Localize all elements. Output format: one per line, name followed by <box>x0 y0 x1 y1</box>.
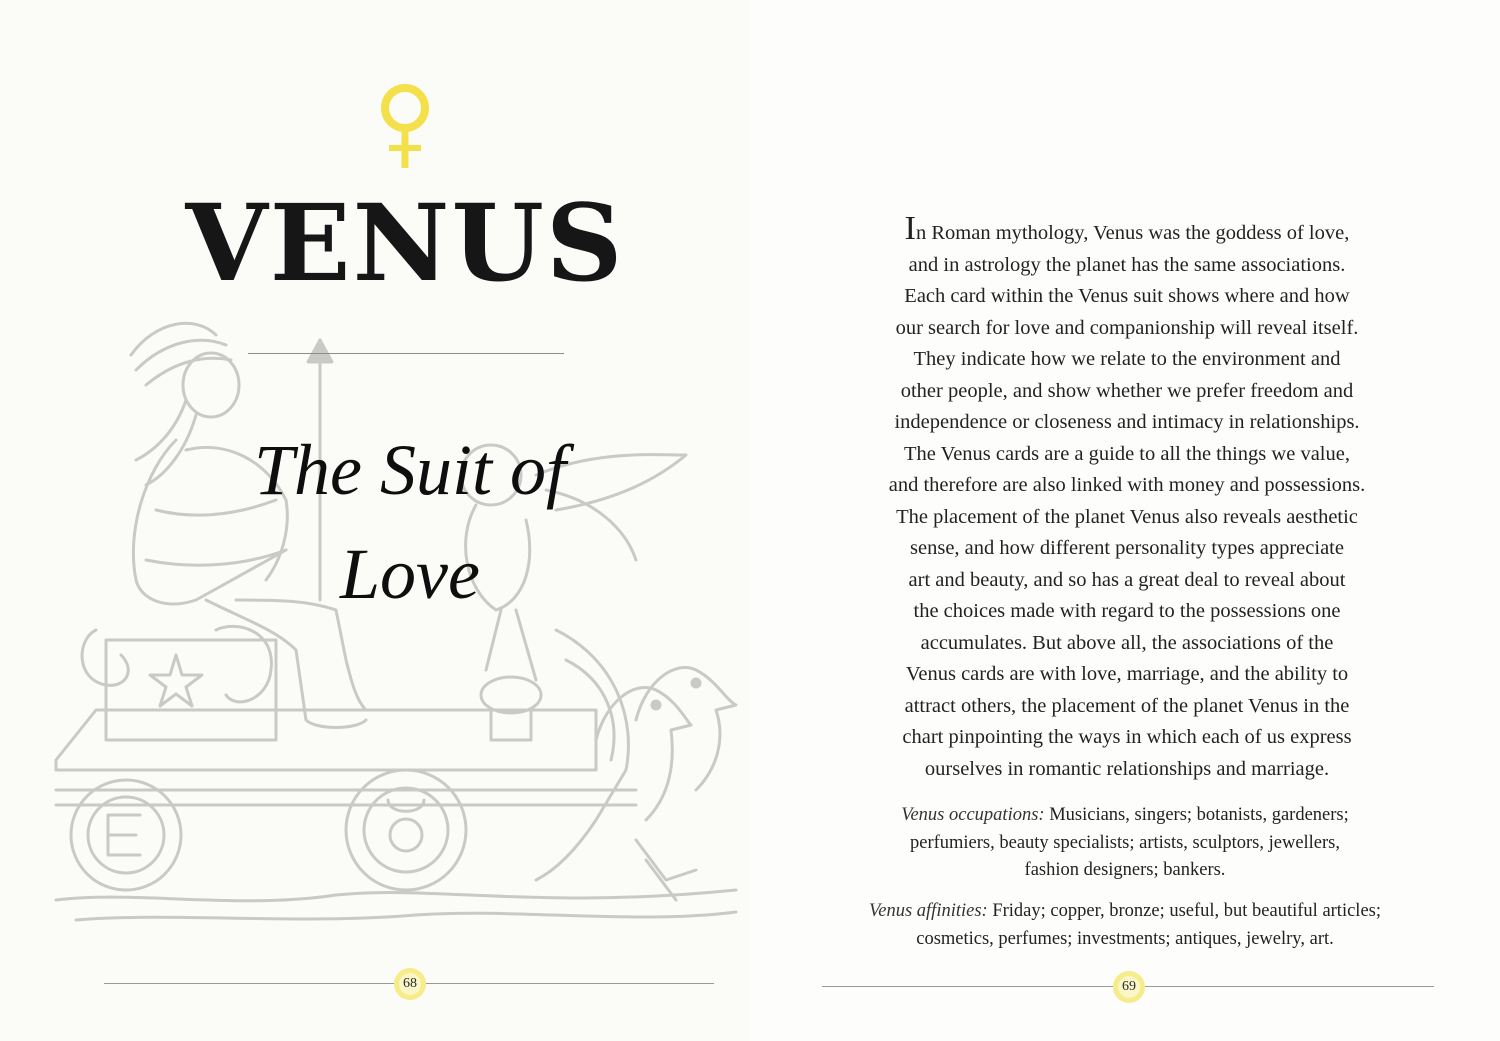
body-line: accumulates. But above all, the associations of the <box>920 631 1334 654</box>
subtitle-line-2: Love <box>340 534 480 615</box>
body-line: The placement of the planet Venus also reveals aesthetic <box>896 505 1358 528</box>
body-line: chart pinpointing the ways in which each of us express <box>902 726 1352 748</box>
body-line: Each card within the Venus suit shows where and how <box>904 285 1350 307</box>
page-number-right: 69 <box>1122 979 1136 994</box>
venus-symbol-icon <box>372 82 438 174</box>
body-line: independence or closeness and intimacy in relationships. <box>894 411 1360 433</box>
body-line: and therefore are also linked with money and possessions. <box>888 474 1366 496</box>
occupations-line-2: perfumiers, beauty specialists; artists, sculptors, jewellers, <box>909 832 1341 853</box>
affinities-label: Venus affinities: <box>869 901 988 921</box>
occupations-text: Musicians, singers; botanists, gardeners; <box>1044 805 1349 825</box>
page-number-badge-right <box>1111 969 1147 1005</box>
occupations-block <box>820 802 1430 885</box>
body-line: art and beauty, and so has a great deal to reveal about <box>908 568 1346 591</box>
affinities-text: Friday; copper, bronze; useful, but beautiful articles; <box>987 901 1381 921</box>
body-line-text: n Roman mythology, Venus was the goddess of love, <box>916 222 1350 244</box>
affinities-block <box>820 898 1430 953</box>
body-paragraph <box>842 210 1412 785</box>
body-line: ourselves in romantic relationships and marriage. <box>924 757 1330 780</box>
body-line: and in astrology the planet has the same associations. <box>908 253 1346 276</box>
affinities-line-1 <box>820 898 1430 926</box>
subtitle-line-1: The Suit of <box>253 430 566 510</box>
body-line: the choices made with regard to the possessions one <box>913 600 1341 622</box>
body-line: Venus cards are with love, marriage, and the ability to <box>905 663 1349 685</box>
page-number-left: 68 <box>403 976 417 991</box>
body-line: other people, and show whether we prefer freedom and <box>900 379 1354 402</box>
affinities-line-2: cosmetics, perfumes; investments; antiques, jewelry, art. <box>916 928 1334 949</box>
occupations-line-3: fashion designers; bankers. <box>1024 860 1226 880</box>
title-divider <box>248 353 564 354</box>
body-line: sense, and how different personality types appreciate <box>910 537 1344 559</box>
occupations-label: Venus occupations: <box>901 805 1045 825</box>
body-line <box>842 210 1412 250</box>
page-number-badge-left <box>392 966 428 1002</box>
subtitle <box>200 418 620 627</box>
body-line: They indicate how we relate to the environment and <box>913 348 1341 370</box>
body-line: The Venus cards are a guide to all the things we value, <box>904 442 1350 465</box>
occupations-line-1 <box>820 802 1430 830</box>
page-title: VENUS <box>185 180 625 305</box>
drop-cap: I <box>904 210 916 247</box>
body-line: our search for love and companionship will reveal itself. <box>895 316 1359 339</box>
body-line: attract others, the placement of the planet Venus in the <box>904 694 1350 717</box>
